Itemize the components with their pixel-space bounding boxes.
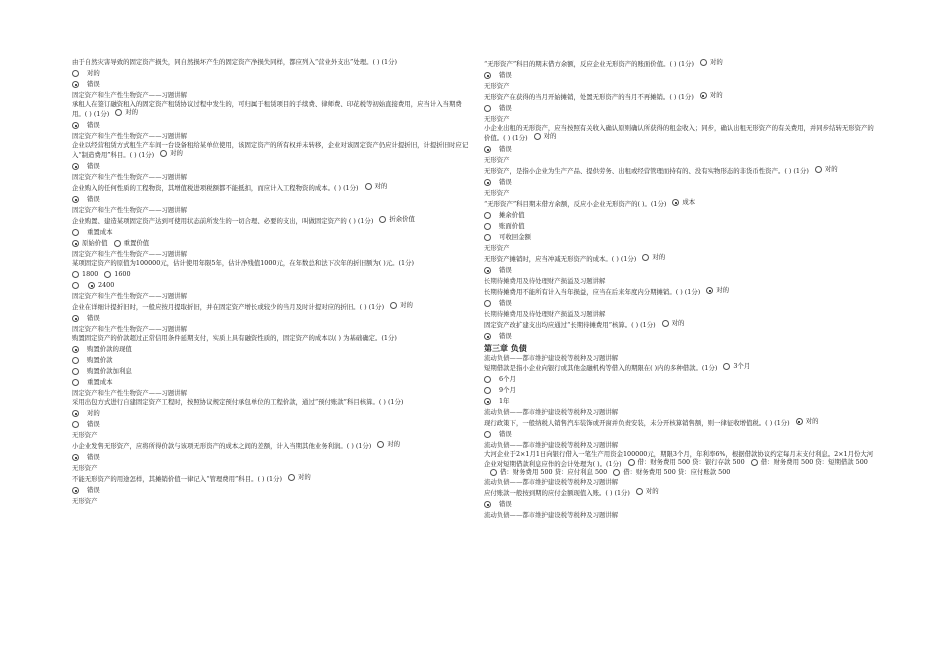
radio-option-b[interactable] xyxy=(751,459,758,466)
option-label: 对的 xyxy=(125,108,139,116)
option-label: 6个月 xyxy=(499,375,516,383)
option-label: 错误 xyxy=(87,195,100,203)
question-block xyxy=(484,286,879,318)
section-subtitle: 固定资产和生产性生物资产——习题讲解 xyxy=(72,132,188,140)
section-subtitle: 固定资产和生产性生物资产——习题讲解 xyxy=(72,325,188,333)
question-block xyxy=(484,91,879,123)
radio-option-d[interactable] xyxy=(484,234,491,241)
option-label: 对的 xyxy=(671,319,685,327)
radio-option-b[interactable] xyxy=(484,431,491,438)
radio-option-a[interactable] xyxy=(700,59,707,66)
option-label: 错误 xyxy=(87,80,100,88)
question-text: 小企业出租的无形资产，应当按照有关收入确认原则确认所获得的租金收入；同步，确认出租无形资产的有关费用，并同步结转无形资产的价值。( ) (1分) 对的 xyxy=(484,124,874,142)
option-label: 对的 xyxy=(652,253,666,261)
option-label: 折余价值 xyxy=(389,215,415,223)
option-label: 错误 xyxy=(87,486,100,494)
option-label: 错误 xyxy=(499,145,512,153)
question-text: 无形资产，是指小企业为生产产品、提供劳务、出租或经营管理而持有的、没有实物形态的非货币性资产。( ) (1分) 对的 xyxy=(484,165,838,175)
question-block xyxy=(72,141,470,181)
question-block xyxy=(484,362,879,416)
question-block xyxy=(484,487,879,519)
radio-option-b[interactable] xyxy=(484,376,491,383)
question-block xyxy=(484,165,879,197)
radio-option-a[interactable] xyxy=(72,346,79,353)
question-block xyxy=(484,124,879,164)
radio-option-c[interactable] xyxy=(484,223,491,230)
option-label: 错误 xyxy=(499,266,512,274)
radio-option-b[interactable] xyxy=(72,421,79,428)
option-label: 错误 xyxy=(499,299,512,307)
radio-option-a[interactable] xyxy=(706,287,713,294)
question-block xyxy=(72,215,470,258)
radio-option-b[interactable] xyxy=(72,122,79,129)
option-label: 9个月 xyxy=(499,386,516,394)
option-label: 对的 xyxy=(170,149,183,157)
option-label: 1年 xyxy=(499,397,510,405)
option-label: 错误 xyxy=(87,121,100,129)
option-label: 错误 xyxy=(499,430,512,438)
radio-option-b[interactable] xyxy=(72,315,79,322)
section-subtitle: 无形资产 xyxy=(484,189,510,197)
question-text: 承租人在签订融资租入的固定资产租赁协议过程中发生的，可归属于租赁项目的手续费、律师费、印花税等初始直接费用，应当计入当期费用。( ) (1分) 对的 xyxy=(72,100,462,118)
section-subtitle: 长期待摊费用及待处理财产损溢及习题讲解 xyxy=(484,310,606,318)
option-label: 成本 xyxy=(682,198,696,206)
radio-option-b[interactable] xyxy=(484,501,491,508)
option-label: 重置成本 xyxy=(87,228,113,236)
option-label: 对的 xyxy=(87,69,100,77)
radio-option-b[interactable] xyxy=(484,146,491,153)
radio-option-b[interactable] xyxy=(484,300,491,307)
section-subtitle: 无形资产 xyxy=(484,244,510,252)
option-label: 购置价款加利息 xyxy=(87,367,132,375)
option-label: 1800 xyxy=(82,270,99,278)
option-label: 借：财务费用 500 贷：应付账款 500 xyxy=(623,468,731,476)
radio-option-b[interactable] xyxy=(72,163,79,170)
option-label: 对的 xyxy=(374,182,388,190)
option-label: 重置成本 xyxy=(87,378,113,386)
option-label: 1600 xyxy=(114,270,131,278)
section-subtitle: 固定资产和生产性生物资产——习题讲解 xyxy=(72,250,188,258)
radio-option-b[interactable] xyxy=(484,267,491,274)
option-label: 错误 xyxy=(87,420,100,428)
option-label: 摊余价值 xyxy=(499,211,525,219)
radio-option-a[interactable] xyxy=(628,459,635,466)
radio-option-a[interactable] xyxy=(723,363,730,370)
option-label: 对的 xyxy=(709,91,723,99)
option-label: 对的 xyxy=(400,301,413,309)
radio-option-b[interactable] xyxy=(484,212,491,219)
radio-option-b[interactable] xyxy=(72,357,79,364)
radio-option-b[interactable] xyxy=(72,454,79,461)
section-subtitle: 长期待摊费用及待处理财产损溢及习题讲解 xyxy=(484,277,606,285)
radio-option-c[interactable] xyxy=(484,387,491,394)
section-subtitle: 无形资产 xyxy=(484,82,510,90)
section-subtitle: 流动负债——都市维护建设税等税种及习题讲解 xyxy=(484,511,619,519)
question-text: 采用出包方式进行自建固定资产工程时，按照协议规定预付承包单位的工程价款，通过“预付账款”科目核算。( ) (1分) xyxy=(72,398,404,406)
option-label: 可收回金额 xyxy=(499,233,531,241)
radio-option-a[interactable] xyxy=(365,183,372,190)
section-subtitle: 流动负债——都市维护建设税等税种及习题讲解 xyxy=(484,354,619,362)
question-text: “无形资产”科目期末借方余额，反应小企业无形资产的( )。(1分) 成本 xyxy=(484,198,696,208)
section-subtitle: 流动负债——都市维护建设税等税种及习题讲解 xyxy=(484,408,619,416)
section-subtitle: 无形资产 xyxy=(72,497,98,505)
radio-option-d[interactable] xyxy=(88,282,95,289)
radio-option-a[interactable] xyxy=(796,418,803,425)
chapter-heading: 第三章 负债 xyxy=(484,343,527,353)
option-label: 错误 xyxy=(87,162,100,170)
question-block xyxy=(484,253,879,285)
section-subtitle: 无形资产 xyxy=(72,464,98,472)
section-subtitle: 无形资产 xyxy=(72,431,98,439)
question-text: 由于自然灾害导致的固定资产损失，同自然损坏产生的固定资产净损失同样，都应列入“营业外支出”处理。( ) (1分) xyxy=(72,58,397,66)
option-label: 错误 xyxy=(87,453,100,461)
section-subtitle: 流动负债——都市维护建设税等税种及习题讲解 xyxy=(484,478,619,486)
question-text: 某项固定资产的原值为100000元，估计使用年限5年，估计净残值1000元，在年数总和法下次年的折旧额为( )元。(1分) xyxy=(72,259,414,267)
radio-option-d[interactable] xyxy=(613,469,620,476)
radio-option-b[interactable] xyxy=(72,229,79,236)
radio-option-a[interactable] xyxy=(160,150,167,157)
radio-option-a[interactable] xyxy=(815,166,822,173)
option-label: 错误 xyxy=(499,178,512,186)
question-text: 企业在详细计提折旧时，一般应按月提取折旧，并在固定资产增长或较少的当月及时计提对应的折旧。( ) (1分) 对的 xyxy=(72,301,413,311)
option-label: 错误 xyxy=(499,332,512,340)
option-label: 对的 xyxy=(387,440,401,448)
option-label: 借：财务费用 500 贷：银行存款 500 xyxy=(637,458,745,466)
option-label: 重置价值 xyxy=(123,239,150,247)
option-label: 3个月 xyxy=(733,362,751,370)
option-label: 对的 xyxy=(297,473,311,481)
right-column xyxy=(484,58,879,520)
question-block xyxy=(72,473,470,505)
question-text: 大河企业于2×1月1日向银行借入一笔生产用资金100000元，期限3个月，年利率6%，根据借款协议约定每月末支付利息。2×1月份大河企业对短期借款利息应作的会计处理为( )。(1分) 借：财务费用 500 贷：银行存款 500 借：财务费用 500 贷：短期借款 500 借：财务费用 500 贷：应付利息 500 借：财务费用 500 贷：应付账款 500 xyxy=(484,450,874,476)
option-label: 对的 xyxy=(543,132,557,140)
section-subtitle: 固定资产和生产性生物资产——习题讲解 xyxy=(72,389,188,397)
option-label: 账面价值 xyxy=(499,222,525,230)
radio-option-b[interactable] xyxy=(484,333,491,340)
radio-option-b[interactable] xyxy=(484,72,491,79)
radio-option-a[interactable] xyxy=(379,216,386,223)
radio-option-a[interactable] xyxy=(377,441,384,448)
question-block xyxy=(72,440,470,472)
option-label: 2400 xyxy=(98,281,115,289)
radio-option-a[interactable] xyxy=(700,92,707,99)
section-subtitle: 固定资产和生产性生物资产——习题讲解 xyxy=(72,173,188,181)
question-text: “无形资产”科目的期末借方余额，反应企业无形资产的账面价值。( ) (1分) 对的 xyxy=(484,58,723,68)
radio-option-a[interactable] xyxy=(636,488,643,495)
question-text: 企业购置、建造某项固定资产达到可使用状态前所发生的一切合理、必要的支出，叫做固定资产的 ( ) (1分) 折余价值 xyxy=(72,215,415,225)
radio-option-a[interactable] xyxy=(72,410,79,417)
radio-option-a[interactable] xyxy=(115,109,122,116)
option-label: 对的 xyxy=(645,487,659,495)
question-text: 短期借款是指小企业向银行或其他金融机构等借入的期限在( )内的多种借款。(1分) 3个月 xyxy=(484,362,751,372)
radio-option-c[interactable] xyxy=(72,282,79,289)
option-label: 借：财务费用 500 贷：应付利息 500 xyxy=(500,468,608,476)
option-label: 错误 xyxy=(87,314,100,322)
radio-option-b[interactable] xyxy=(104,271,111,278)
question-block xyxy=(72,259,470,300)
question-text: 无形资产在获得的当月开始摊销，处置无形资产的当月不再摊销。( ) (1分) 对的 xyxy=(484,91,723,101)
question-block xyxy=(484,198,879,252)
question-block xyxy=(72,100,470,140)
question-block xyxy=(72,301,470,333)
radio-option-d[interactable] xyxy=(114,240,121,247)
radio-option-b[interactable] xyxy=(72,196,79,203)
question-block xyxy=(72,58,470,99)
radio-option-c[interactable] xyxy=(490,469,497,476)
question-block xyxy=(72,182,470,214)
question-text: 现行政策下，一般纳税人销售汽车装饰或开窗并负责安装，未分开核算销售额，则一律征收增值税。( ) (1分) 对的 xyxy=(484,417,819,427)
question-text: 固定资产改扩建支出均应通过“长期待摊费用”核算。( ) (1分) 对的 xyxy=(484,319,685,329)
question-text: 无形资产摊销时，应当冲减无形资产的成本。( ) (1分) 对的 xyxy=(484,253,666,263)
question-block xyxy=(72,398,470,439)
option-label: 对的 xyxy=(805,417,819,425)
option-label: 错误 xyxy=(499,71,512,79)
radio-option-a[interactable] xyxy=(672,199,679,206)
radio-option-b[interactable] xyxy=(72,487,79,494)
section-subtitle: 流动负债——都市维护建设税等税种及习题讲解 xyxy=(484,441,619,449)
radio-option-a[interactable] xyxy=(72,271,79,278)
radio-option-d[interactable] xyxy=(72,379,79,386)
question-text: 小企业发售无形资产，应将所得价款与该项无形资产的成本之间的差额，计入当期其他业务利润。( ) (1分) 对的 xyxy=(72,440,401,450)
section-subtitle: 固定资产和生产性生物资产——习题讲解 xyxy=(72,292,188,300)
radio-option-a[interactable] xyxy=(642,254,649,261)
question-block xyxy=(484,417,879,449)
radio-option-d[interactable] xyxy=(484,398,491,405)
question-block xyxy=(72,334,470,397)
left-column xyxy=(72,58,470,506)
question-block xyxy=(484,58,879,90)
radio-option-c[interactable] xyxy=(72,368,79,375)
section-subtitle: 无形资产 xyxy=(484,156,510,164)
option-label: 原始价值 xyxy=(82,239,108,247)
option-label: 对的 xyxy=(716,286,729,294)
question-block xyxy=(484,450,879,486)
radio-option-a[interactable] xyxy=(534,133,541,140)
option-label: 借：财务费用 500 贷：短期借款 500 xyxy=(760,458,868,466)
question-block xyxy=(484,319,879,340)
option-label: 对的 xyxy=(824,165,838,173)
radio-option-a[interactable] xyxy=(662,320,669,327)
option-label: 错误 xyxy=(499,500,512,508)
section-subtitle: 无形资产 xyxy=(484,115,510,123)
question-text: 长期待摊费用不能所有计入当年损益，应当在后来年度内分期摊销。( ) (1分) 对的 xyxy=(484,286,729,296)
question-text: 不能无形资产的用途怎样，其摊销价值一律记入“管理费用”科目。( ) (1分) 对的 xyxy=(72,473,311,483)
option-label: 对的 xyxy=(709,58,723,66)
option-label: 错误 xyxy=(499,104,512,112)
option-label: 对的 xyxy=(87,409,100,417)
question-text: 企业以经营租赁方式租生产车间一台设备租给某单位使用，该固定资产的所有权并未转移，企业对该固定资产仍应计提折旧，计提折旧时应记入“制造费用”科目。( ) (1分) 对的 xyxy=(72,141,469,159)
radio-option-a[interactable] xyxy=(72,70,79,77)
radio-option-b[interactable] xyxy=(484,105,491,112)
radio-option-b[interactable] xyxy=(484,179,491,186)
option-label: 购置价款的现值 xyxy=(87,345,132,353)
question-text: 应付账款一般按到期的应付金额现值入账。( ) (1分) 对的 xyxy=(484,487,659,497)
question-text: 企业购入的任何性质的工程物资，其增值税进项税额都不能抵扣，而应计入工程物资的成本。( ) (1分) 对的 xyxy=(72,182,388,192)
section-subtitle: 固定资产和生产性生物资产——习题讲解 xyxy=(72,91,188,99)
section-subtitle: 固定资产和生产性生物资产——习题讲解 xyxy=(72,206,188,214)
question-text: 购置固定资产的价款超过正常信用条件延期支付，实质上具有融资性质的，固定资产的成本以( ) 为基础确定。(1分) xyxy=(72,334,397,342)
radio-option-b[interactable] xyxy=(72,81,79,88)
radio-option-a[interactable] xyxy=(390,302,397,309)
radio-option-a[interactable] xyxy=(288,474,295,481)
radio-option-c[interactable] xyxy=(72,240,79,247)
option-label: 购置价款 xyxy=(87,356,113,364)
